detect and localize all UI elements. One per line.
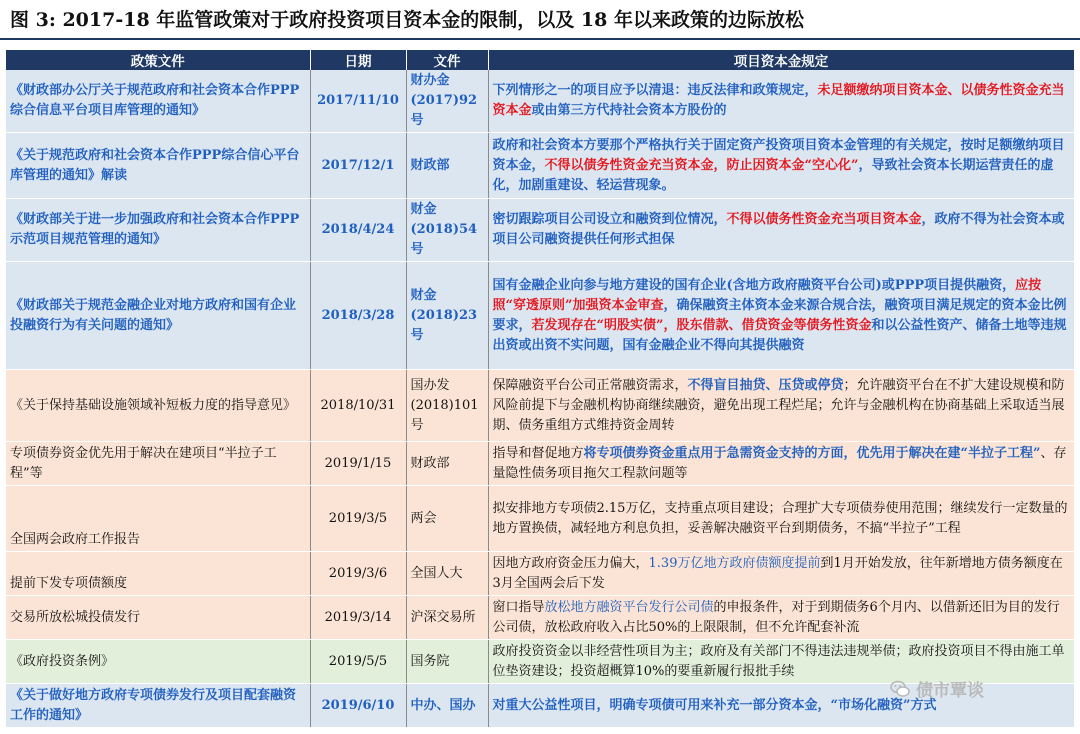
table-row [6, 486, 1074, 552]
file-cell: 国办发(2018)101号 [406, 370, 488, 442]
table-row [6, 70, 1074, 133]
emphasis-text: 不得以债务性资金充当资本金，防止因资本金“空心化” [544, 157, 859, 173]
rule-text: 保障融资平台公司正常融资需求， [492, 377, 688, 393]
rule-cell [488, 133, 1074, 199]
file-cell: 财政部 [406, 442, 488, 486]
rule-text: 窗口指导 [492, 599, 545, 615]
policy-doc-cell: 《关于保持基础设施领域补短板力度的指导意见》 [6, 370, 310, 442]
table-row [6, 442, 1074, 486]
policy-doc-cell: 《财政部关于规范金融企业对地方政府和国有企业投融资行为有关问题的通知》 [6, 262, 310, 370]
rule-text: 对重大公益性项目，明确专项债可用来补充一部分资本金，“市场化融资”方式 [492, 697, 937, 713]
rule-text: 和以公益性资产、储备土地等违规出资或出资不实问题，国有金融企业不得向其提供融资 [492, 317, 1067, 353]
file-cell: 两会 [406, 486, 488, 552]
rule-cell [488, 199, 1074, 262]
emphasis-text: 将专项债券资金重点用于急需资金支持的方面，优先用于解决在建“半拉子工程” [583, 445, 1041, 461]
rule-text: ，确保融资主体资本金来源合规合法，融资项目满足规定的资本金比例要求， [492, 297, 1067, 333]
file-cell: 财办金(2017)92号 [406, 70, 488, 133]
rule-cell [488, 370, 1074, 442]
emphasis-text: 1.39万亿地方政府债额度提前 [648, 555, 821, 571]
table-header-row [6, 50, 1074, 70]
policy-doc-cell: 《关于做好地方政府专项债券发行及项目配套融资工作的通知》 [6, 684, 310, 728]
rule-text: 、存量隐性债务项目拖欠工程款问题等 [492, 445, 1067, 481]
rule-text: ，导致社会资本长期运营责任的虚化，加剧重建设、轻运营现象。 [492, 157, 1054, 193]
file-cell: 财金(2018)54号 [406, 199, 488, 262]
date-cell: 2019/3/14 [310, 596, 406, 640]
file-cell: 全国人大 [406, 552, 488, 596]
table-row [6, 370, 1074, 442]
wechat-icon [890, 679, 910, 699]
rule-cell [488, 552, 1074, 596]
watermark-text: 债市覃谈 [916, 681, 984, 701]
header-policy-doc: 政策文件 [6, 50, 310, 70]
date-cell: 2017/12/1 [310, 133, 406, 199]
rule-cell [488, 486, 1074, 552]
file-cell: 财政部 [406, 133, 488, 199]
file-cell: 财金(2018)23号 [406, 262, 488, 370]
header-date: 日期 [310, 50, 406, 70]
rule-text: 密切跟踪项目公司设立和融资到位情况， [492, 212, 727, 227]
table-row [6, 133, 1074, 199]
policy-doc-cell: 《财政部关于进一步加强政府和社会资本合作PPP示范项目规范管理的通知》 [6, 199, 310, 262]
watermark [890, 676, 984, 701]
table-row [6, 262, 1074, 370]
emphasis-text: 未足额缴纳项目资本金、以债务性资金充当资本金 [492, 83, 1065, 118]
date-cell: 2017/11/10 [310, 70, 406, 133]
policy-doc-cell: 交易所放松城投债发行 [6, 596, 310, 640]
rule-text: 政府和社会资本方要那个严格执行关于固定资产投资项目资本金管理的有关规定，按时足额缴纳项目资本金， [492, 137, 1065, 173]
header-file: 文件 [406, 50, 488, 70]
policy-doc-cell: 专项债券资金优先用于解决在建项目“半拉子工程”等 [6, 442, 310, 486]
rule-text: 或由第三方代持社会资本方股份的 [531, 103, 727, 118]
date-cell: 2019/6/10 [310, 684, 406, 728]
rule-text: ；允许融资平台在不扩大建设规模和防风险前提下与金融机构协商继续融资，避免出现工程烂尾；允许与金融机构在协商基础上采取适当展期、债务重组方式维持资金周转 [492, 377, 1065, 433]
date-cell: 2019/5/5 [310, 640, 406, 684]
file-cell: 国务院 [406, 640, 488, 684]
policy-doc-cell: 《关于规范政府和社会资本合作PPP综合信心平台库管理的通知》解读 [6, 133, 310, 199]
policy-doc-cell: 《政府投资条例》 [6, 640, 310, 684]
file-cell: 沪深交易所 [406, 596, 488, 640]
emphasis-text: 应按照“穿透原则”加强资本金审查 [492, 277, 1042, 313]
date-cell: 2018/10/31 [310, 370, 406, 442]
figure-title: 图 3: 2017-18 年监管政策对于政府投资项目资本金的限制，以及 18 年以来政策的边际放松 [0, 0, 1080, 40]
date-cell: 2019/3/6 [310, 552, 406, 596]
rule-text: 国有金融企业向参与地方建设的国有企业(含地方政府融资平台公司)或PPP项目提供融资， [492, 277, 1016, 293]
emphasis-text: 若发现存在“明股实债”，股东借款、借贷资金等债务性资金 [531, 317, 872, 333]
policy-doc-cell: 全国两会政府工作报告 [6, 486, 310, 552]
rule-text: 下列情形之一的项目应予以清退：违反法律和政策规定， [492, 83, 818, 98]
rule-text: 因地方政府资金压力偏大， [492, 555, 649, 571]
rule-text: 到1月开始发放，往年新增地方债务额度在3月全国两会后下发 [492, 555, 1063, 591]
table-row [6, 596, 1074, 640]
rule-cell [488, 640, 1074, 684]
policy-doc-cell: 提前下发专项债额度 [6, 552, 310, 596]
table-row [6, 552, 1074, 596]
rule-text: 的申报条件，对于到期债务6个月内、以借新还旧为目的发行公司债，放松政府收入占比50%的上限限制，但不允许配套补流 [492, 599, 1060, 635]
emphasis-text: 不得盲目抽贷、压贷或停贷 [687, 377, 844, 393]
policy-doc-cell: 《财政部办公厅关于规范政府和社会资本合作PPP综合信息平台项目库管理的通知》 [6, 70, 310, 133]
policy-table [6, 50, 1075, 728]
date-cell: 2018/3/28 [310, 262, 406, 370]
rule-cell [488, 70, 1074, 133]
date-cell: 2019/1/15 [310, 442, 406, 486]
rule-cell [488, 596, 1074, 640]
date-cell: 2018/4/24 [310, 199, 406, 262]
rule-text: 政府投资资金以非经营性项目为主；政府及有关部门不得违法违规举债；政府投资项目不得由施工单位垫资建设；投资超概算10%的要重新履行报批手续 [492, 643, 1065, 679]
date-cell: 2019/3/5 [310, 486, 406, 552]
rule-text: ，政府不得为社会资本或项目公司融资提供任何形式担保 [492, 212, 1065, 247]
rule-cell [488, 684, 1074, 728]
rule-cell [488, 262, 1074, 370]
table-row [6, 199, 1074, 262]
emphasis-text: 不得以债务性资金充当项目资本金 [726, 212, 922, 227]
rule-text: 指导和督促地方 [492, 445, 584, 461]
emphasis-text: 放松地方融资平台发行公司债 [544, 599, 714, 615]
rule-cell [488, 442, 1074, 486]
header-rule: 项目资本金规定 [488, 50, 1074, 70]
file-cell: 中办、国办 [406, 684, 488, 728]
rule-text: 拟安排地方专项债2.15万亿，支持重点项目建设；合理扩大专项债券使用范围；继续发行一定数量的地方置换债，减轻地方利息负担，妥善解决融资平台到期债务，不搞“半拉子”工程 [492, 500, 1068, 536]
